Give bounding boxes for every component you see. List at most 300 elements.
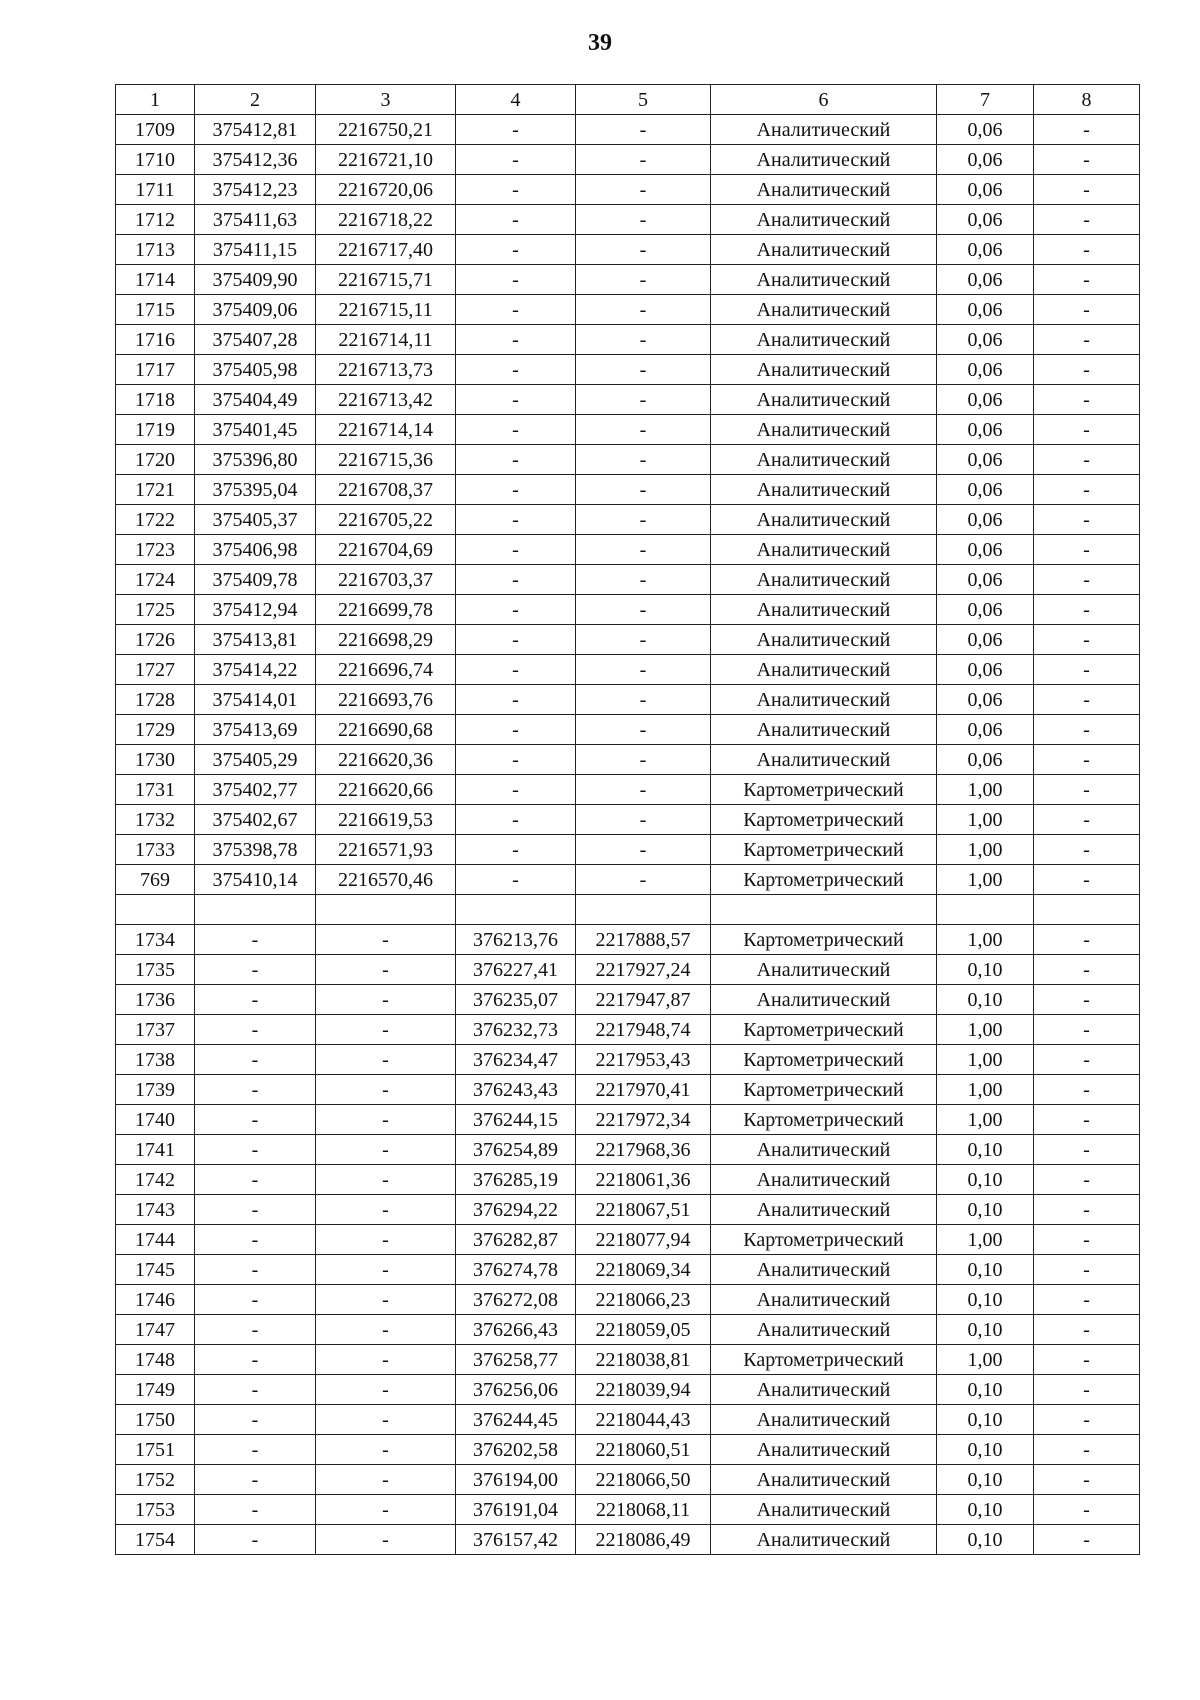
table-cell: Картометрический	[711, 1015, 937, 1045]
table-cell: 375406,98	[195, 535, 316, 565]
table-cell: Аналитический	[711, 595, 937, 625]
table-row	[116, 865, 1140, 895]
table-cell: 0,06	[937, 235, 1034, 265]
table-row	[116, 205, 1140, 235]
table-cell: 0,10	[937, 985, 1034, 1015]
table-cell: 2218060,51	[576, 1435, 711, 1465]
table-cell: -	[316, 1195, 456, 1225]
table-cell: -	[1034, 145, 1140, 175]
table-cell: 0,06	[937, 745, 1034, 775]
table-cell: 1711	[116, 175, 195, 205]
table-cell: -	[1034, 1135, 1140, 1165]
table-cell: 2216721,10	[316, 145, 456, 175]
table-cell: -	[195, 1045, 316, 1075]
table-row	[116, 715, 1140, 745]
table-cell: 1738	[116, 1045, 195, 1075]
table-cell: 1720	[116, 445, 195, 475]
table-cell	[1034, 895, 1140, 925]
table-cell: 376243,43	[456, 1075, 576, 1105]
table-cell: 1714	[116, 265, 195, 295]
table-cell: -	[316, 1285, 456, 1315]
table-cell: -	[1034, 1375, 1140, 1405]
table-cell: 1732	[116, 805, 195, 835]
table-cell: -	[1034, 805, 1140, 835]
table-cell: -	[576, 115, 711, 145]
table-row	[116, 415, 1140, 445]
table-cell: -	[1034, 1495, 1140, 1525]
page-number: 39	[588, 30, 612, 56]
table-cell: -	[1034, 1405, 1140, 1435]
table-cell: Аналитический	[711, 745, 937, 775]
table-cell: 1722	[116, 505, 195, 535]
table-cell: 375412,36	[195, 145, 316, 175]
table-cell: 0,10	[937, 955, 1034, 985]
table-cell: Аналитический	[711, 1285, 937, 1315]
table-cell: -	[316, 1315, 456, 1345]
table-cell: -	[195, 1165, 316, 1195]
table-cell: 2216717,40	[316, 235, 456, 265]
table-cell: -	[1034, 445, 1140, 475]
table-cell: -	[195, 985, 316, 1015]
table-cell: -	[316, 1375, 456, 1405]
table-cell: Аналитический	[711, 295, 937, 325]
table-cell: 1753	[116, 1495, 195, 1525]
table-cell: -	[1034, 385, 1140, 415]
table-cell: 0,10	[937, 1435, 1034, 1465]
table-row	[116, 1135, 1140, 1165]
table-cell: 2216570,46	[316, 865, 456, 895]
table-cell: 0,06	[937, 145, 1034, 175]
table-cell: -	[576, 475, 711, 505]
table-cell: 2218077,94	[576, 1225, 711, 1255]
table-cell: 0,06	[937, 715, 1034, 745]
table-cell: -	[576, 685, 711, 715]
table-row	[116, 1015, 1140, 1045]
table-row	[116, 805, 1140, 835]
table-cell: 375395,04	[195, 475, 316, 505]
table-cell: 2216620,66	[316, 775, 456, 805]
table-cell	[711, 895, 937, 925]
table-cell: -	[456, 415, 576, 445]
table-cell: -	[316, 955, 456, 985]
table-row	[116, 445, 1140, 475]
table-cell: -	[456, 295, 576, 325]
table-cell: -	[456, 265, 576, 295]
table-cell: Аналитический	[711, 265, 937, 295]
table-cell: 2216696,74	[316, 655, 456, 685]
table-cell: -	[1034, 1015, 1140, 1045]
table-cell: -	[1034, 745, 1140, 775]
table-cell: 0,06	[937, 685, 1034, 715]
table-cell: -	[1034, 1315, 1140, 1345]
table-cell: 375414,22	[195, 655, 316, 685]
table-cell: 0,06	[937, 595, 1034, 625]
table-cell: Аналитический	[711, 115, 937, 145]
table-cell: -	[1034, 1225, 1140, 1255]
table-row	[116, 595, 1140, 625]
table-cell: 1,00	[937, 925, 1034, 955]
table-cell: 0,06	[937, 325, 1034, 355]
table-cell: -	[576, 805, 711, 835]
table-cell: -	[195, 955, 316, 985]
table-cell: 0,10	[937, 1135, 1034, 1165]
table-cell: 2217947,87	[576, 985, 711, 1015]
table-cell: -	[316, 1495, 456, 1525]
table-cell: Аналитический	[711, 625, 937, 655]
table-cell: 1712	[116, 205, 195, 235]
table-cell: -	[576, 145, 711, 175]
table-row	[116, 145, 1140, 175]
table-cell: -	[1034, 475, 1140, 505]
table-cell: -	[316, 925, 456, 955]
table-cell: -	[1034, 115, 1140, 145]
table-cell: 1728	[116, 685, 195, 715]
table-cell: -	[1034, 1045, 1140, 1075]
table-cell: Аналитический	[711, 565, 937, 595]
table-cell: -	[576, 535, 711, 565]
table-cell: 1730	[116, 745, 195, 775]
table-cell: 1,00	[937, 865, 1034, 895]
table-cell: 2216704,69	[316, 535, 456, 565]
table-cell: -	[195, 1315, 316, 1345]
table-row	[116, 955, 1140, 985]
table-cell: -	[576, 505, 711, 535]
table-cell: -	[456, 145, 576, 175]
table-row	[116, 1405, 1140, 1435]
table-row	[116, 1315, 1140, 1345]
table-cell: 1754	[116, 1525, 195, 1555]
header-cell: 6	[711, 85, 937, 115]
table-cell: 0,06	[937, 625, 1034, 655]
table-cell: 1723	[116, 535, 195, 565]
table-row	[116, 115, 1140, 145]
table-cell: 2216720,06	[316, 175, 456, 205]
table-cell: -	[195, 1345, 316, 1375]
table-cell: 1725	[116, 595, 195, 625]
table-cell: 2216619,53	[316, 805, 456, 835]
table-cell: -	[576, 265, 711, 295]
table-cell: 375412,94	[195, 595, 316, 625]
table-cell: -	[1034, 1075, 1140, 1105]
table-cell: Аналитический	[711, 1525, 937, 1555]
table-cell: 2216571,93	[316, 835, 456, 865]
table-cell: 1726	[116, 625, 195, 655]
table-cell: 0,10	[937, 1375, 1034, 1405]
table-cell: -	[316, 1045, 456, 1075]
table-cell: -	[576, 745, 711, 775]
table-cell: Аналитический	[711, 715, 937, 745]
table-cell: 376274,78	[456, 1255, 576, 1285]
table-cell: Картометрический	[711, 775, 937, 805]
table-cell: -	[316, 1345, 456, 1375]
table-row	[116, 775, 1140, 805]
table-cell: Аналитический	[711, 385, 937, 415]
table-cell: -	[1034, 715, 1140, 745]
table-cell: 1721	[116, 475, 195, 505]
table-cell	[937, 895, 1034, 925]
table-cell: -	[195, 1015, 316, 1045]
table-cell: -	[195, 1495, 316, 1525]
table-cell: 375411,63	[195, 205, 316, 235]
table-cell: Картометрический	[711, 1105, 937, 1135]
table-cell: 2218061,36	[576, 1165, 711, 1195]
table-row	[116, 505, 1140, 535]
table-cell: Аналитический	[711, 1255, 937, 1285]
table-cell: 0,06	[937, 445, 1034, 475]
table-cell: -	[1034, 325, 1140, 355]
table-cell: 2216715,11	[316, 295, 456, 325]
header-cell: 5	[576, 85, 711, 115]
table-cell: 1,00	[937, 775, 1034, 805]
table-row	[116, 385, 1140, 415]
table-cell: 376258,77	[456, 1345, 576, 1375]
table-cell: 0,06	[937, 265, 1034, 295]
table-cell: 0,10	[937, 1195, 1034, 1225]
table-cell: 375409,78	[195, 565, 316, 595]
table-cell: 375414,01	[195, 685, 316, 715]
table-body	[116, 115, 1140, 1555]
table-cell: -	[1034, 565, 1140, 595]
table-cell: -	[316, 1405, 456, 1435]
table-cell: 1,00	[937, 1225, 1034, 1255]
table-cell: 375412,81	[195, 115, 316, 145]
table-cell: 2217953,43	[576, 1045, 711, 1075]
table-cell: -	[456, 115, 576, 145]
table-cell: -	[195, 1465, 316, 1495]
table-row	[116, 1345, 1140, 1375]
table-cell: 375396,80	[195, 445, 316, 475]
table-cell: 376244,15	[456, 1105, 576, 1135]
table-cell: 2216703,37	[316, 565, 456, 595]
table-row	[116, 745, 1140, 775]
table-cell: 376266,43	[456, 1315, 576, 1345]
table-cell: Аналитический	[711, 445, 937, 475]
table-cell: -	[1034, 865, 1140, 895]
table-cell: -	[316, 985, 456, 1015]
table-cell: -	[1034, 535, 1140, 565]
table-cell: -	[456, 775, 576, 805]
table-cell: 2217948,74	[576, 1015, 711, 1045]
table-cell: Картометрический	[711, 835, 937, 865]
table-cell: 2218067,51	[576, 1195, 711, 1225]
table-cell: -	[1034, 1285, 1140, 1315]
table-cell: 0,10	[937, 1315, 1034, 1345]
table-cell: -	[1034, 955, 1140, 985]
table-cell: 376285,19	[456, 1165, 576, 1195]
table-cell: 2216693,76	[316, 685, 456, 715]
table-cell: -	[195, 1405, 316, 1435]
table-row	[116, 1465, 1140, 1495]
table-cell: -	[576, 655, 711, 685]
table-cell: 1749	[116, 1375, 195, 1405]
table-cell: -	[195, 1135, 316, 1165]
table-cell: 2217970,41	[576, 1075, 711, 1105]
table-row	[116, 1195, 1140, 1225]
table-cell: 1,00	[937, 1015, 1034, 1045]
table-row	[116, 1045, 1140, 1075]
table-cell: 1751	[116, 1435, 195, 1465]
table-cell: 2216713,73	[316, 355, 456, 385]
table-cell: 2216714,14	[316, 415, 456, 445]
table-cell: -	[576, 415, 711, 445]
table-cell: -	[1034, 625, 1140, 655]
table-row	[116, 1075, 1140, 1105]
table-cell: 1746	[116, 1285, 195, 1315]
header-cell: 8	[1034, 85, 1140, 115]
table-cell: 0,06	[937, 415, 1034, 445]
table-cell: 1745	[116, 1255, 195, 1285]
table-cell: -	[1034, 1435, 1140, 1465]
table-cell: 376227,41	[456, 955, 576, 985]
table-cell: 376272,08	[456, 1285, 576, 1315]
table-cell: Аналитический	[711, 505, 937, 535]
table-cell: -	[456, 445, 576, 475]
table-cell: -	[456, 235, 576, 265]
table-cell: -	[456, 505, 576, 535]
table-cell: 376191,04	[456, 1495, 576, 1525]
header-cell: 4	[456, 85, 576, 115]
table-cell: -	[576, 865, 711, 895]
table-cell: Картометрический	[711, 925, 937, 955]
table-cell: -	[576, 205, 711, 235]
table-cell: Аналитический	[711, 535, 937, 565]
table-cell: -	[1034, 235, 1140, 265]
table-cell: 376244,45	[456, 1405, 576, 1435]
table-cell: 2218059,05	[576, 1315, 711, 1345]
header-cell: 1	[116, 85, 195, 115]
table-cell: -	[576, 175, 711, 205]
table-cell: 1735	[116, 955, 195, 985]
table-cell: -	[316, 1225, 456, 1255]
table-cell: 376282,87	[456, 1225, 576, 1255]
table-cell: -	[195, 1525, 316, 1555]
table-cell: 0,10	[937, 1495, 1034, 1525]
table-cell: 1,00	[937, 805, 1034, 835]
table-cell: 2217927,24	[576, 955, 711, 985]
table-cell: Аналитический	[711, 1195, 937, 1225]
table-row	[116, 475, 1140, 505]
table-cell: -	[316, 1105, 456, 1135]
table-cell: Аналитический	[711, 1315, 937, 1345]
table-cell: -	[576, 325, 711, 355]
table-cell: -	[456, 715, 576, 745]
table-cell: 2216698,29	[316, 625, 456, 655]
table-cell: 1719	[116, 415, 195, 445]
table-cell: Картометрический	[711, 805, 937, 835]
table-cell: 1718	[116, 385, 195, 415]
table-cell: 2217972,34	[576, 1105, 711, 1135]
table-cell: 0,06	[937, 385, 1034, 415]
table-cell: Аналитический	[711, 205, 937, 235]
table-cell: 1,00	[937, 1105, 1034, 1135]
table-row	[116, 1435, 1140, 1465]
table-cell: Аналитический	[711, 655, 937, 685]
table-cell: 2218068,11	[576, 1495, 711, 1525]
table-cell: 0,06	[937, 295, 1034, 325]
table-cell: 0,06	[937, 655, 1034, 685]
table-cell: 375398,78	[195, 835, 316, 865]
table-cell: -	[456, 355, 576, 385]
table-cell: 1710	[116, 145, 195, 175]
table-cell: 0,06	[937, 505, 1034, 535]
table-row	[116, 295, 1140, 325]
table-row	[116, 985, 1140, 1015]
coordinates-table	[115, 84, 1140, 1555]
table-cell: -	[456, 805, 576, 835]
table-cell: -	[456, 325, 576, 355]
table-cell: 375405,37	[195, 505, 316, 535]
table-cell: 0,06	[937, 115, 1034, 145]
table-cell: -	[1034, 1195, 1140, 1225]
table-cell: Картометрический	[711, 1345, 937, 1375]
table-cell: 2216690,68	[316, 715, 456, 745]
table-cell: 1739	[116, 1075, 195, 1105]
table-row	[116, 1375, 1140, 1405]
table-cell: Аналитический	[711, 955, 937, 985]
table-cell: -	[195, 1075, 316, 1105]
table-cell: Аналитический	[711, 1165, 937, 1195]
table-row	[116, 655, 1140, 685]
table-cell: -	[456, 385, 576, 415]
table-cell: -	[456, 205, 576, 235]
table-cell: 376194,00	[456, 1465, 576, 1495]
table-cell: 1713	[116, 235, 195, 265]
table-row	[116, 355, 1140, 385]
table-cell: -	[195, 1255, 316, 1285]
table-row	[116, 175, 1140, 205]
table-cell: 1,00	[937, 1345, 1034, 1375]
table-cell: -	[576, 445, 711, 475]
table-cell	[195, 895, 316, 925]
table-row	[116, 835, 1140, 865]
table-cell: 2218069,34	[576, 1255, 711, 1285]
table-cell: 1,00	[937, 1075, 1034, 1105]
table-cell: Аналитический	[711, 175, 937, 205]
table-cell: 0,06	[937, 175, 1034, 205]
table-cell: -	[456, 655, 576, 685]
table-cell: -	[316, 1165, 456, 1195]
table-cell: 1743	[116, 1195, 195, 1225]
table-cell: 1731	[116, 775, 195, 805]
table-cell: 1741	[116, 1135, 195, 1165]
table-cell: Аналитический	[711, 1495, 937, 1525]
table-cell: -	[1034, 505, 1140, 535]
table-cell: -	[576, 835, 711, 865]
table-cell: 2216708,37	[316, 475, 456, 505]
table-cell: -	[1034, 1345, 1140, 1375]
table-row	[116, 535, 1140, 565]
table-cell: -	[316, 1465, 456, 1495]
table-cell: 375401,45	[195, 415, 316, 445]
table-cell: 375411,15	[195, 235, 316, 265]
table-row	[116, 925, 1140, 955]
table-cell: 1742	[116, 1165, 195, 1195]
table-cell: 376256,06	[456, 1375, 576, 1405]
table-cell: -	[1034, 835, 1140, 865]
table-cell: 1727	[116, 655, 195, 685]
table-row	[116, 325, 1140, 355]
table-cell: 0,06	[937, 475, 1034, 505]
table-cell: 1737	[116, 1015, 195, 1045]
table-cell: -	[1034, 205, 1140, 235]
table-cell: -	[1034, 1105, 1140, 1135]
table-cell: 0,06	[937, 565, 1034, 595]
table-cell: 0,06	[937, 355, 1034, 385]
table-cell: -	[195, 1105, 316, 1135]
table-row	[116, 685, 1140, 715]
table-cell: -	[316, 1075, 456, 1105]
table-cell: -	[195, 925, 316, 955]
